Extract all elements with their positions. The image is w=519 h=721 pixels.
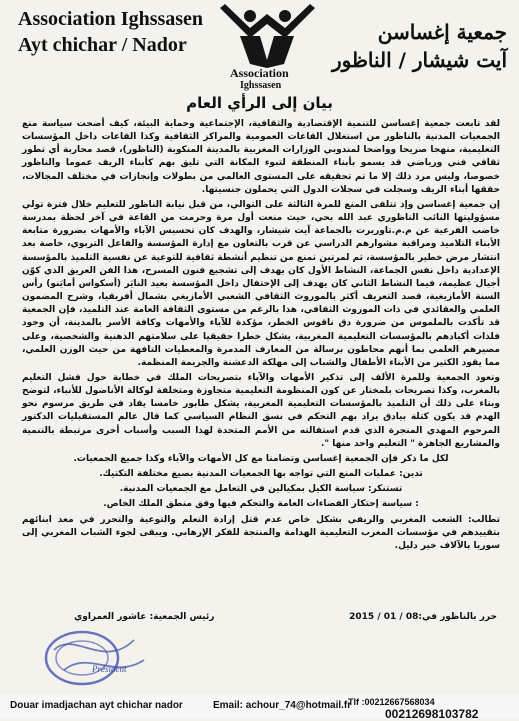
header-ar-line1: جمعية إغساسن (377, 20, 507, 44)
header-french (18, 6, 238, 58)
date-line: حرر بالناظور في:08 / 01 / 2015 (349, 612, 497, 622)
paragraph-3: وتعود الجمعية وللمرة الألف إلى تذكير الأمهات والآباء بتصريحات الملك في خطابة حول فشل التعليم بالمغرب، وكذا تصريحات بلمختار عن كون المنظومة التعليمية متجاوزة ومتخلفة لوكالة الأناضول للأنباء، لتوضح وبناء على ذلك أن التلميذ بالمؤسسات التعليمية المغربية، يشكل طابور خامسا يقاد في طريق مرسوم نحو الهدم قد يكون كتلة بيادق يراد بهم التحكم في نسق النظام السياسي كما قال عالم المستقبليات الدكتور المرحوم المهدي المنجرة الذي قدم استقالته من الأمم المتحدة لهذا السبب وأسباب أخرى مرتبطة بالتنمية والمشاريع الجاهزة " التعليم واحد منها ". (22, 372, 500, 449)
footer-phone-2: 00212698103782 (385, 707, 479, 721)
statement-body (22, 118, 500, 555)
statement-title: بيان إلى الرأي العام (186, 94, 333, 112)
paragraph-4: لكل ما ذكر فإن الجمعية إغساسن وتضامنا مع كل الأمهات والآباء وكذا جميع الجمعيات. (73, 453, 449, 464)
footer-email: Email: achour_74@hotmail.fr (213, 700, 352, 711)
president-signature-label: رئيس الجمعية: عاشور العمراوي (74, 612, 215, 622)
header-fr-line2: Ayt chichar / Nador (18, 34, 187, 56)
line-denounce: تستنكر: سياسة الكيل بمكيالين في التعامل مع الجمعيات المدنية. (119, 484, 403, 495)
header-arabic (331, 18, 507, 74)
header-ar-line2: آيت شيشار / الناظور (331, 48, 507, 72)
header-fr-line1: Association Ighssasen (18, 8, 204, 30)
paragraph-2: إن جمعية إغساسن وإذ تتلقى المنع للمرة الثالثة على التوالي، من قبل نيابة الناظور للتعليم خلال فترة تولي مسؤوليتها النائب الناظوري عبد الله بحي، حيث منعت أول مرة وحرمت من القاعة في آخر لحظة بمدرسة خاضب الفرعية عن م.م.تاوريرت بالجماعة آيت شيشار، والهدف كان تحسيس الآباء والأمهات بضرورة متابعة الأبناء التلاميذ ومراقبة مشوارهم الدراسي عن قرب بالتعاون مع إدارة المؤسسة والفاعل التربوي، خاصة بعد انتشار مرض خطير بالمؤسسة، ثم لمرتين تمنع من تنظيم أنشطة ثقافية للتوعية عن نفسية التلميذ بالمؤسسة الإعدادية داخل نفس الجماعة، النشاط الأول كان يهدف إلى تشجيع فنون المسرح، هذا الفن العريق الذي كوّن أجيال عظيمة، فيما النشاط الثاني كان يهدف إلى الإحتفال داخل المؤسسة بعيد النايَر (أسكواس أمايَنو) رأس السنة الأمازيغية، قصد التعريف أكثر بالموروث الثقافي الشعبي الأمازيغي بشمال أفريقيا، وشرح المضمون العلمي والعقائدي في ذات الموروث الثقافي، هذا بالرغم من مستوى الثقافة العامة عند التلميذ، فإن الجمعية قد تأكدت بالملموس من ضرورة دق ناقوس الخطر، مؤكدة للآباء والأمهات وكافة الأسر بالمدينة، أن وجود فلذات أكبادهم بالمؤسسات التعليمية المغربية، يشكل خطرا حقيقيا على سلامتهم الذهنية والشخصية، وعلى مصيرهم العلمي بما أنهم محاطون برسالة من المعارف المدمرة والمعطيات التافهة من حيث الوزن العلمي، مما يقود الكثير من الأبناء الأطفال والشباب إلى مهلكة الدعشنة والجريمة المنظمة. (22, 199, 500, 368)
logo-text-ighssasen: Ighssasen (240, 80, 282, 91)
line-demand: تطالب: الشعب المغربي والريفي بشكل خاص عدم قتل إرادة التعلم والتوعية والتحرر في معد ابنائهم بتقييدهم في مؤسسات المغرب التعليمية الهدامة والمنتجة للفكر الإرهابي. ويبقى لجوء الشباب المغربي إلى سوريا بالآلاف خير دليل. (22, 514, 500, 551)
footer-address: Douar imadjachan ayt chichar nador (10, 700, 183, 711)
footer-phone-1: Tlf :00212667568034 (348, 697, 435, 707)
paragraph-1: لقد تابعت جمعية إغساسن للتنمية الإقتصادية والثقافية، الإجتماعية وحماية البيئة، كيف أضحت سياسة منع الجمعيات المدنية بالناظور من استغلال القاعات العمومية والمراكز الثقافية وكذا القاعات داخل المؤسسات التعليمية، منهجا صريحا وواضحا لمندوبي الوزارات المغربية بالمدينة المنكوبة (الناظور)، قصد محاربة أي تطور ثقافي فني ورياضي قد يسمو بأبناء المنطقة لتبوء المكانة التي تليق بهم كأبناء الريف عموما والناظور خصوصا، وليس مرد ذلك إلا ما تم تحقيقه على المستوى العالمي من بطولات وإنجازات في مختلف المجالات، حققها أبناء الريف وسجلت في سجلات الدول التي يحملون جنسيتها. (22, 119, 500, 195)
line-condemn: تدين: عمليات المنع التي تواجه بها الجمعيات المدنية بصيغ مختلفة التكتيك. (99, 469, 423, 480)
stamp-icon (34, 620, 154, 690)
logo-text-association: Association (230, 66, 289, 80)
line-politics: : سياسة إحتكار الفضاءات العامة والتحكم فيها وفق منطق الملك الخاص. (103, 499, 419, 510)
stamp-president-text: Président (92, 664, 127, 674)
